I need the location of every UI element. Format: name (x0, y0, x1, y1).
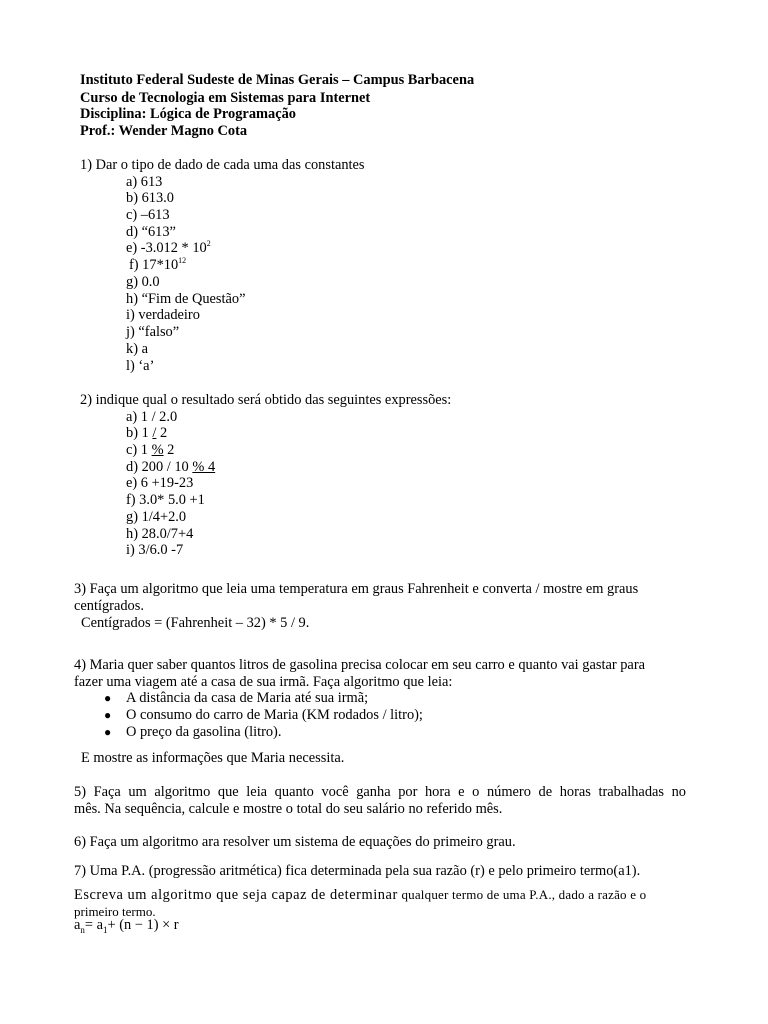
course-heading: Curso de Tecnologia em Sistemas para Internet (80, 90, 371, 106)
q2-item-a: a) 1 / 2.0 (126, 409, 178, 425)
q1-item-h: h) “Fim de Questão” (126, 291, 246, 307)
q2-item-b-left: b) 1 (126, 425, 153, 441)
q2-item-d (126, 459, 215, 476)
discipline-heading: Disciplina: Lógica de Programação (80, 106, 296, 122)
q1-item-e-base: e) -3.012 * 10 (126, 240, 207, 256)
bullet-icon: ● (104, 691, 112, 705)
q1-item-l: l) ‘a’ (126, 358, 155, 374)
q1-item-g: g) 0.0 (126, 274, 160, 290)
q4-bullet-2: O consumo do carro de Maria (KM rodados / litro); (126, 707, 423, 723)
q7-formula-equals: = a (84, 917, 103, 933)
q7-line-3: primeiro termo. (74, 904, 156, 919)
q7-formula-subscript-n: n (80, 925, 85, 935)
q2-item-c (126, 442, 174, 459)
q2-item-e: e) 6 +19-23 (126, 475, 194, 491)
q1-item-f-exponent: 12 (178, 256, 187, 265)
q2-item-b (126, 425, 167, 442)
q2-item-i: i) 3/6.0 -7 (126, 542, 184, 558)
q2-item-c-left: c) 1 (126, 442, 152, 458)
q1-item-a: a) 613 (126, 174, 163, 190)
q4-bullet-3: O preço da gasolina (litro). (126, 724, 282, 740)
institute-heading: Instituto Federal Sudeste de Minas Gerais – Campus Barbacena (80, 72, 475, 88)
q1-item-d: d) “613” (126, 224, 176, 240)
q7-line-2-part-b: qualquer termo de uma P.A., dado a razão e o (401, 887, 647, 902)
q2-item-c-operator: % (151, 442, 164, 458)
q2-item-h: h) 28.0/7+4 (126, 526, 194, 542)
q5-line-2: mês. Na sequência, calcule e mostre o total do seu salário no referido mês. (74, 801, 503, 817)
q7-line-2 (74, 886, 692, 904)
professor-heading: Prof.: Wender Magno Cota (80, 123, 248, 139)
q1-item-e-exponent: 2 (206, 239, 211, 248)
q1-item-f-base: f) 17*10 (129, 257, 179, 273)
q7-line-2-part-a: Escreva um algoritmo que seja capaz de determinar (74, 887, 398, 903)
q1-title: 1) Dar o tipo de dado de cada uma das constantes (80, 157, 365, 173)
bullet-icon: ● (104, 725, 112, 739)
q2-item-f: f) 3.0* 5.0 +1 (126, 492, 205, 508)
q2-item-c-right: 2 (163, 442, 175, 458)
q7-formula-subscript-1: 1 (103, 925, 108, 935)
q3-line-1: 3) Faça um algoritmo que leia uma temperatura em graus Fahrenheit e converta / mostre em graus (74, 581, 639, 597)
q3-formula: Centígrados = (Fahrenheit – 32) * 5 / 9. (81, 615, 310, 631)
q1-item-f (129, 257, 186, 274)
q2-item-d-operator: % 4 (192, 459, 216, 475)
q7-formula (74, 917, 179, 935)
q7-line-1: 7) Uma P.A. (progressão aritmética) fica determinada pela sua razão (r) e pelo primeiro termo(a1). (74, 863, 641, 879)
q2-item-b-right: 2 (156, 425, 168, 441)
bullet-icon: ● (104, 708, 112, 722)
q1-item-i: i) verdadeiro (126, 307, 200, 323)
q3-line-2: centígrados. (74, 598, 144, 614)
q1-item-k: k) a (126, 341, 148, 357)
q2-item-b-operator: / (152, 425, 157, 441)
q1-item-c: c) –613 (126, 207, 170, 223)
q6-line-1: 6) Faça um algoritmo ara resolver um sistema de equações do primeiro grau. (74, 834, 516, 850)
q1-item-j: j) “falso” (126, 324, 180, 340)
q7-formula-rest: + (n − 1) × r (107, 917, 179, 933)
q1-item-e (126, 240, 211, 257)
q4-bullet-1: A distância da casa de Maria até sua irmã; (126, 690, 369, 706)
q1-item-b: b) 613.0 (126, 190, 174, 206)
q7-formula-a: a (74, 917, 81, 933)
q4-closing: E mostre as informações que Maria necessita. (81, 750, 345, 766)
q2-item-g: g) 1/4+2.0 (126, 509, 187, 525)
q5-line-1: 5) Faça um algoritmo que leia quanto você ganha por hora e o número de horas trabalhadas no (74, 784, 686, 800)
q2-item-d-left: d) 200 / 10 (126, 459, 193, 475)
q2-title: 2) indique qual o resultado será obtido das seguintes expressões: (80, 392, 452, 408)
q4-line-2: fazer uma viagem até a casa de sua irmã. Faça algoritmo que leia: (74, 674, 453, 690)
q4-line-1: 4) Maria quer saber quantos litros de gasolina precisa colocar em seu carro e quanto vai gastar para (74, 657, 645, 673)
